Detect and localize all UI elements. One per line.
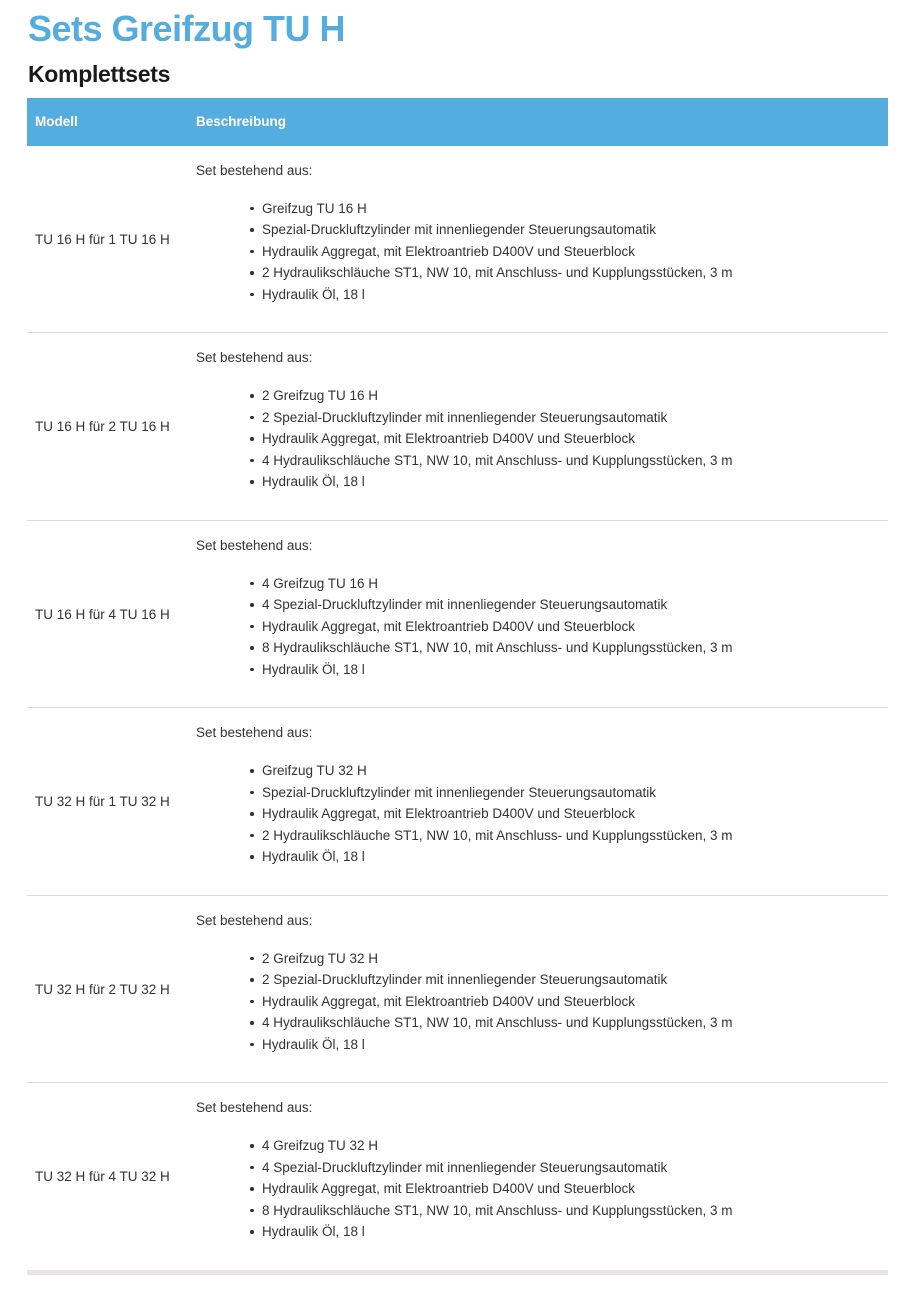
set-item: Spezial-Druckluftzylinder mit innenliegender Steuerungsautomatik — [248, 219, 888, 241]
description-cell — [196, 146, 888, 333]
set-intro-label: Set bestehend aus: — [196, 537, 313, 553]
set-item-list — [196, 573, 888, 681]
page-title: Sets Greifzug TU H — [28, 8, 346, 49]
set-item: 4 Hydraulikschläuche ST1, NW 10, mit Anschluss- und Kupplungsstücken, 3 m — [248, 1012, 888, 1034]
set-item: Hydraulik Aggregat, mit Elektroantrieb D400V und Steuerblock — [248, 1178, 888, 1200]
set-item: 4 Spezial-Druckluftzylinder mit innenliegender Steuerungsautomatik — [248, 594, 888, 616]
set-item: 2 Hydraulikschläuche ST1, NW 10, mit Anschluss- und Kupplungsstücken, 3 m — [248, 825, 888, 847]
table-header-row — [27, 98, 888, 146]
model-cell: TU 16 H für 1 TU 16 H — [35, 231, 170, 247]
set-item: Hydraulik Aggregat, mit Elektroantrieb D400V und Steuerblock — [248, 991, 888, 1013]
set-item: 4 Greifzug TU 32 H — [248, 1135, 888, 1157]
description-cell — [196, 708, 888, 895]
table-row — [27, 708, 888, 896]
table-row — [27, 521, 888, 709]
set-item-list — [196, 948, 888, 1056]
table-row — [27, 1083, 888, 1270]
set-item: Greifzug TU 16 H — [248, 198, 888, 220]
set-item: Hydraulik Öl, 18 l — [248, 471, 888, 493]
set-item: Hydraulik Öl, 18 l — [248, 284, 888, 306]
section-heading-komplettsets: Komplettsets — [28, 60, 171, 87]
model-cell: TU 16 H für 4 TU 16 H — [35, 606, 170, 622]
set-item-list — [196, 760, 888, 868]
description-cell — [196, 333, 888, 520]
set-item-list — [196, 198, 888, 306]
table-row — [27, 146, 888, 334]
set-item: 4 Hydraulikschläuche ST1, NW 10, mit Anschluss- und Kupplungsstücken, 3 m — [248, 450, 888, 472]
set-item: 4 Greifzug TU 16 H — [248, 573, 888, 595]
table-body — [27, 146, 888, 1270]
set-item: 2 Hydraulikschläuche ST1, NW 10, mit Anschluss- und Kupplungsstücken, 3 m — [248, 262, 888, 284]
model-cell: TU 16 H für 2 TU 16 H — [35, 419, 170, 435]
set-intro-label: Set bestehend aus: — [196, 725, 313, 741]
set-item: 4 Spezial-Druckluftzylinder mit innenliegender Steuerungsautomatik — [248, 1157, 888, 1179]
set-item: 2 Spezial-Druckluftzylinder mit innenliegender Steuerungsautomatik — [248, 969, 888, 991]
set-item: Hydraulik Aggregat, mit Elektroantrieb D400V und Steuerblock — [248, 803, 888, 825]
table-footer-bar — [27, 1270, 888, 1275]
column-header-modell: Modell — [35, 114, 78, 130]
set-item: Greifzug TU 32 H — [248, 760, 888, 782]
sets-table — [27, 98, 888, 1275]
set-item: Hydraulik Aggregat, mit Elektroantrieb D400V und Steuerblock — [248, 428, 888, 450]
set-item: Hydraulik Öl, 18 l — [248, 1221, 888, 1243]
set-item: 2 Spezial-Druckluftzylinder mit innenliegender Steuerungsautomatik — [248, 407, 888, 429]
column-header-beschreibung: Beschreibung — [196, 114, 287, 130]
model-cell: TU 32 H für 4 TU 32 H — [35, 1169, 170, 1185]
set-intro-label: Set bestehend aus: — [196, 1100, 313, 1116]
set-item: Hydraulik Öl, 18 l — [248, 1034, 888, 1056]
set-item: 2 Greifzug TU 16 H — [248, 385, 888, 407]
set-item: Hydraulik Öl, 18 l — [248, 659, 888, 681]
table-row — [27, 333, 888, 521]
set-item-list — [196, 1135, 888, 1243]
set-intro-label: Set bestehend aus: — [196, 912, 313, 928]
set-item: Spezial-Druckluftzylinder mit innenliegender Steuerungsautomatik — [248, 782, 888, 804]
set-intro-label: Set bestehend aus: — [196, 350, 313, 366]
model-cell: TU 32 H für 1 TU 32 H — [35, 794, 170, 810]
set-intro-label: Set bestehend aus: — [196, 162, 313, 178]
set-item: Hydraulik Aggregat, mit Elektroantrieb D400V und Steuerblock — [248, 241, 888, 263]
model-cell: TU 32 H für 2 TU 32 H — [35, 981, 170, 997]
description-cell — [196, 896, 888, 1083]
set-item: 2 Greifzug TU 32 H — [248, 948, 888, 970]
set-item-list — [196, 385, 888, 493]
set-item: Hydraulik Aggregat, mit Elektroantrieb D400V und Steuerblock — [248, 616, 888, 638]
set-item: 8 Hydraulikschläuche ST1, NW 10, mit Anschluss- und Kupplungsstücken, 3 m — [248, 1200, 888, 1222]
table-row — [27, 896, 888, 1084]
description-cell — [196, 1083, 888, 1270]
set-item: Hydraulik Öl, 18 l — [248, 846, 888, 868]
description-cell — [196, 521, 888, 708]
set-item: 8 Hydraulikschläuche ST1, NW 10, mit Anschluss- und Kupplungsstücken, 3 m — [248, 637, 888, 659]
